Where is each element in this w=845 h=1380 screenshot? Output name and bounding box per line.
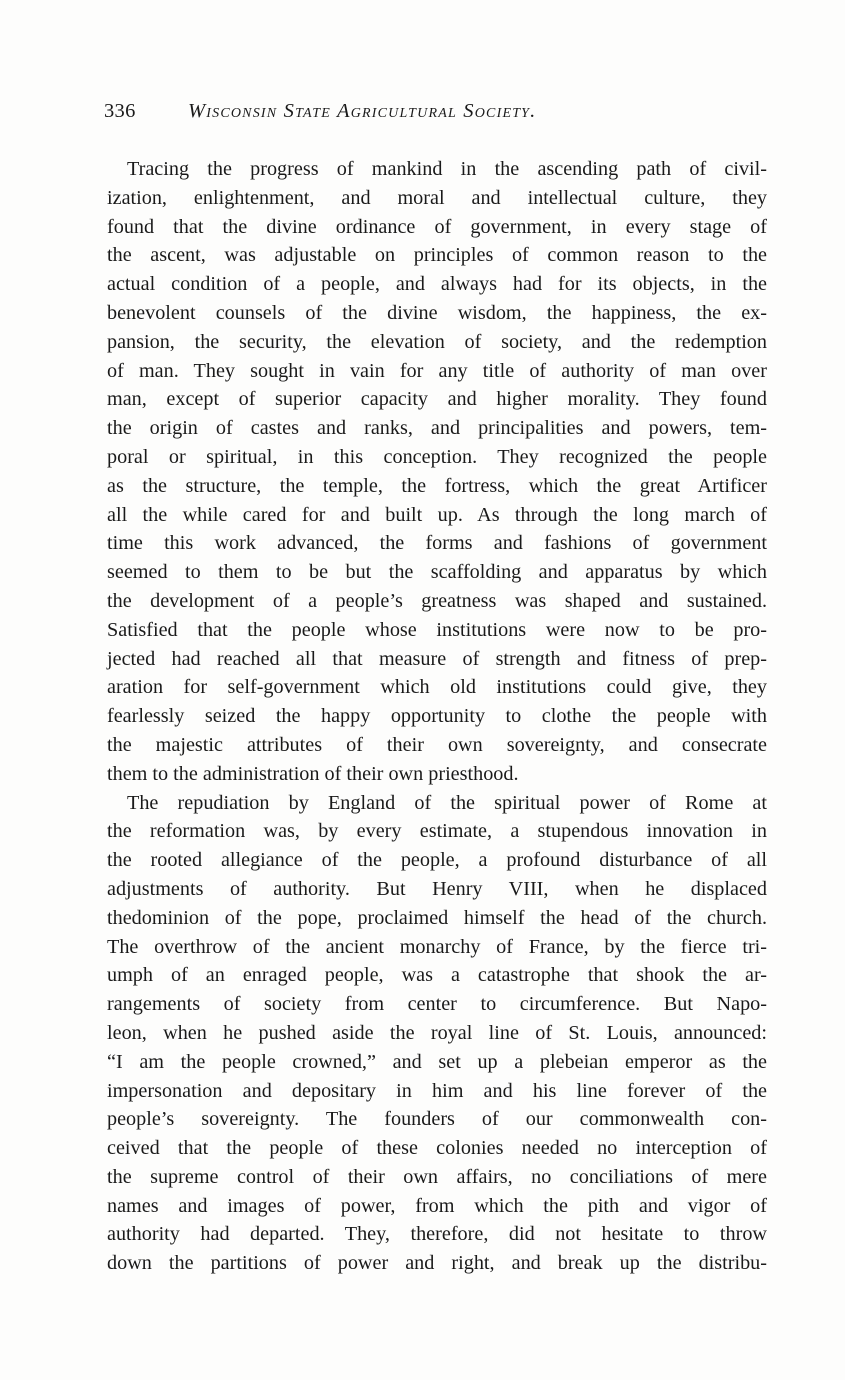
text-line: The repudiation by England of the spiritual power of Rome at [127, 791, 767, 814]
text-line: ization, enlightenment, and moral and intellectual culture, they [107, 186, 767, 209]
text-line: man, except of superior capacity and higher morality. They found [107, 388, 767, 411]
text-line: found that the divine ordinance of government, in every stage of [107, 215, 767, 238]
text-line: umph of an enraged people, was a catastrophe that shook the ar- [107, 964, 767, 987]
text-line: impersonation and depositary in him and his line forever of the [107, 1079, 767, 1102]
text-line: the supreme control of their own affairs, no conciliations of mere [107, 1165, 767, 1188]
text-line: pansion, the security, the elevation of society, and the redemption [107, 330, 767, 353]
text-line: the ascent, was adjustable on principles of common reason to the [107, 244, 767, 267]
paragraph-2 [107, 789, 767, 1279]
text-line: ceived that the people of these colonies needed no interception of [107, 1137, 767, 1160]
text-line: down the partitions of power and right, and break up the distribu- [107, 1252, 767, 1275]
text-line: poral or spiritual, in this conception. They recognized the people [107, 445, 767, 468]
text-line: aration for self-government which old institutions could give, they [107, 676, 767, 699]
text-line: leon, when he pushed aside the royal line of St. Louis, announced: [107, 1021, 767, 1044]
text-line: the origin of castes and ranks, and principalities and powers, tem- [107, 417, 767, 440]
text-line: the majestic attributes of their own sovereignty, and consecrate [107, 733, 767, 756]
text-line: of man. They sought in vain for any title of authority of man over [107, 359, 767, 382]
text-line: them to the administration of their own priesthood. [107, 762, 519, 785]
paragraph-1 [107, 155, 767, 789]
text-line: names and images of power, from which the pith and vigor of [107, 1194, 767, 1217]
text-line: rangements of society from center to circumference. But Napo- [107, 993, 767, 1016]
text-line: all the while cared for and built up. As through the long march of [107, 503, 767, 526]
text-line: Tracing the progress of mankind in the ascending path of civil- [127, 158, 767, 180]
text-line: time this work advanced, the forms and fashions of government [107, 532, 767, 555]
text-line: The overthrow of the ancient monarchy of France, by the fierce tri- [107, 935, 767, 958]
text-line: jected had reached all that measure of strength and fitness of prep- [107, 647, 767, 670]
text-line: as the structure, the temple, the fortress, which the great Artificer [107, 474, 767, 497]
text-line: adjustments of authority. But Henry VIII, when he displaced [107, 877, 767, 900]
page-number: 336 [104, 100, 136, 122]
text-line: actual condition of a people, and always had for its objects, in the [107, 273, 767, 296]
running-head [104, 100, 744, 130]
text-line: “I am the people crowned,” and set up a plebeian emperor as the [107, 1050, 767, 1073]
text-line: seemed to them to be but the scaffolding and apparatus by which [107, 561, 767, 584]
body-text [107, 155, 767, 1278]
running-title: Wisconsin State Agricultural Society. [188, 100, 537, 122]
text-line: the reformation was, by every estimate, a stupendous innovation in [107, 820, 767, 843]
text-line: fearlessly seized the happy opportunity to clothe the people with [107, 705, 767, 728]
text-line: the development of a people’s greatness was shaped and sustained. [107, 589, 767, 612]
text-line: the rooted allegiance of the people, a profound disturbance of all [107, 849, 767, 872]
text-line: thedominion of the pope, proclaimed himself the head of the church. [107, 906, 767, 929]
text-line: authority had departed. They, therefore, did not hesitate to throw [107, 1223, 767, 1246]
text-line: Satisfied that the people whose institutions were now to be pro- [107, 618, 767, 641]
text-line: people’s sovereignty. The founders of our commonwealth con- [107, 1108, 767, 1131]
text-line: benevolent counsels of the divine wisdom, the happiness, the ex- [107, 301, 767, 324]
